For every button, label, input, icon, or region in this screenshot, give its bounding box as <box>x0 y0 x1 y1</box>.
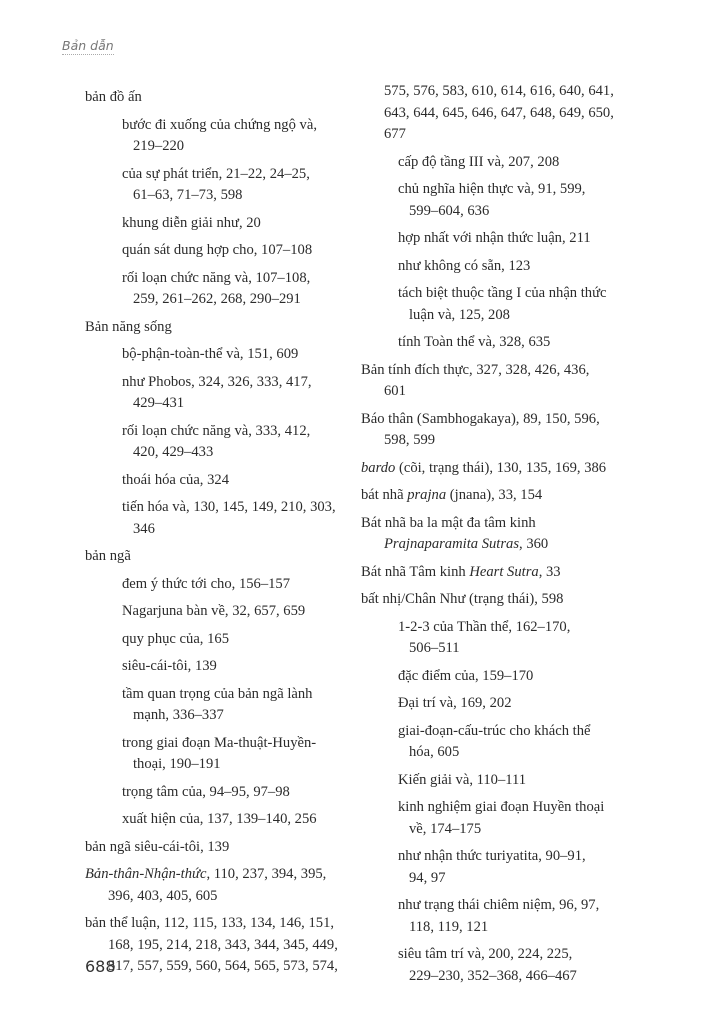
entry-text: tầm quan trọng của bản ngã lành <box>122 685 313 702</box>
index-subentry <box>361 944 651 987</box>
entry-text: 429–431 <box>133 395 185 411</box>
entry-text: 229–230, 352–368, 466–467 <box>409 967 577 984</box>
index-subentry <box>85 809 355 831</box>
entry-line <box>398 846 651 868</box>
entry-line <box>85 864 355 886</box>
entry-line <box>398 638 651 660</box>
entry-line <box>122 470 355 492</box>
entry-line <box>398 201 651 223</box>
index-column-right <box>361 81 651 993</box>
entry-text: đem ý thức tới cho, 156–157 <box>122 575 291 592</box>
entry-text-italic: bardo <box>361 459 396 476</box>
entry-line <box>398 917 651 939</box>
entry-line <box>361 409 651 431</box>
entry-line <box>122 684 355 706</box>
entry-line <box>361 485 651 507</box>
entry-line <box>398 305 651 327</box>
entry-line <box>85 837 355 859</box>
entry-line <box>122 782 355 804</box>
entry-line <box>398 179 651 201</box>
index-entry <box>85 317 355 339</box>
entry-text: hợp nhất với nhận thức luận, 211 <box>398 230 591 246</box>
entry-line <box>361 458 651 480</box>
index-subentry <box>361 895 651 938</box>
entry-text: chủ nghĩa hiện thực và, 91, 599, <box>398 181 586 197</box>
entry-line <box>122 185 355 207</box>
entry-text: mạnh, 336–337 <box>133 707 224 723</box>
entry-text: như Phobos, 324, 326, 333, 417, <box>122 373 312 390</box>
entry-text: 396, 403, 405, 605 <box>108 887 218 904</box>
entry-line <box>122 629 355 651</box>
entry-line <box>398 228 651 250</box>
entry-text: , 360 <box>519 536 549 552</box>
index-subentry <box>85 421 355 464</box>
index-entry <box>361 513 651 556</box>
entry-text: thoái hóa của, 324 <box>122 471 229 488</box>
entry-text-italic: Prajnaparamita Sutras <box>384 536 520 552</box>
index-subentry <box>85 782 355 804</box>
entry-line <box>122 240 355 262</box>
entry-text: Bản tính đích thực, 327, 328, 426, 436, <box>361 361 590 378</box>
entry-line <box>85 87 355 109</box>
index-entry <box>85 837 355 859</box>
entry-text: bản đồ ấn <box>85 89 142 105</box>
entry-line <box>398 770 651 792</box>
entry-text: 346 <box>133 520 155 537</box>
entry-line <box>122 421 355 443</box>
entry-text: về, 174–175 <box>409 820 482 837</box>
entry-line <box>361 81 651 103</box>
entry-text: quy phục của, 165 <box>122 630 229 647</box>
index-subentry <box>361 256 651 278</box>
entry-line <box>398 944 651 966</box>
entry-text: 575, 576, 583, 610, 614, 616, 640, 641, <box>384 83 614 99</box>
entry-text: 259, 261–262, 268, 290–291 <box>133 291 301 307</box>
index-subentry <box>85 601 355 623</box>
index-entry <box>361 562 651 584</box>
entry-line <box>398 666 651 688</box>
entry-line <box>85 886 355 908</box>
entry-line <box>122 344 355 366</box>
index-subentry <box>361 846 651 889</box>
index-subentry <box>361 332 651 354</box>
entry-line <box>122 136 355 158</box>
entry-line <box>122 601 355 623</box>
entry-line <box>361 124 651 146</box>
entry-text: kinh nghiệm giai đoạn Huyền thoại <box>398 799 605 815</box>
entry-text: như trạng thái chiêm niệm, 96, 97, <box>398 897 600 913</box>
entry-text: 601 <box>384 383 406 399</box>
entry-text: khung diễn giải như, 20 <box>122 214 261 231</box>
index-subentry <box>85 574 355 596</box>
entry-line <box>85 913 355 935</box>
entry-text: 1-2-3 của Thần thể, 162–170, <box>398 618 571 635</box>
entry-text: Đại trí và, 169, 202 <box>398 695 512 711</box>
entry-text: giai-đoạn-cấu-trúc cho khách thể <box>398 722 591 739</box>
entry-line <box>122 574 355 596</box>
entry-line <box>122 164 355 186</box>
entry-line <box>122 705 355 727</box>
entry-text: bản thể luận, 112, 115, 133, 134, 146, 151, <box>85 915 335 931</box>
index-subentry <box>361 770 651 792</box>
entry-text: của sự phát triển, 21–22, 24–25, <box>122 165 310 182</box>
entry-text-italic: prajna <box>407 487 447 503</box>
running-head: Bản dẫn <box>62 38 114 53</box>
entry-line <box>398 283 651 305</box>
index-subentry <box>361 283 651 326</box>
entry-line <box>398 797 651 819</box>
entry-line <box>398 152 651 174</box>
index-subentry <box>361 617 651 660</box>
index-subentry <box>85 684 355 727</box>
index-column-left <box>85 87 355 984</box>
entry-line <box>398 721 651 743</box>
index-subentry <box>361 721 651 764</box>
entry-line <box>122 372 355 394</box>
entry-line <box>122 656 355 678</box>
index-entry <box>85 546 355 568</box>
index-subentry <box>361 228 651 250</box>
entry-text: siêu tâm trí và, 200, 224, 225, <box>398 946 573 962</box>
entry-line <box>361 360 651 382</box>
entry-line <box>122 497 355 519</box>
entry-line <box>398 617 651 639</box>
entry-line <box>398 895 651 917</box>
entry-text: (jnana), 33, 154 <box>446 487 543 503</box>
entry-text: Bát nhã Tâm kinh <box>361 563 470 580</box>
entry-text: tính Toàn thể và, 328, 635 <box>398 334 551 350</box>
entry-line <box>122 268 355 290</box>
entry-text: Bản năng sống <box>85 318 172 335</box>
index-subentry <box>85 344 355 366</box>
entry-line <box>398 332 651 354</box>
index-entry <box>85 913 355 978</box>
index-subentry <box>85 372 355 415</box>
entry-text: bát nhã <box>361 487 408 503</box>
index-entry <box>85 87 355 109</box>
entry-text: 677 <box>384 126 406 142</box>
index-subentry <box>85 470 355 492</box>
entry-text: bộ-phận-toàn-thể và, 151, 609 <box>122 346 299 362</box>
entry-line <box>122 442 355 464</box>
entry-text: 643, 644, 645, 646, 647, 648, 649, 650, <box>384 104 614 121</box>
entry-text: , 33 <box>538 563 561 580</box>
entry-line <box>85 317 355 339</box>
entry-text: 219–220 <box>133 138 185 154</box>
entry-text: 420, 429–433 <box>133 444 214 460</box>
entry-text: rối loạn chức năng và, 333, 412, <box>122 422 311 439</box>
index-entry <box>361 360 651 403</box>
entry-text-italic: Bản-thân-Nhận-thức <box>85 866 207 882</box>
index-entry <box>85 864 355 907</box>
entry-text: trọng tâm của, 94–95, 97–98 <box>122 783 290 800</box>
entry-text: tiến hóa và, 130, 145, 149, 210, 303, <box>122 499 336 515</box>
index-subentry <box>361 179 651 222</box>
entry-line <box>398 693 651 715</box>
entry-line <box>122 213 355 235</box>
entry-text: 506–511 <box>409 640 460 656</box>
index-entry <box>361 589 651 611</box>
index-entry <box>361 458 651 480</box>
index-subentry <box>361 797 651 840</box>
entry-text: Báo thân (Sambhogakaya), 89, 150, 596, <box>361 410 600 427</box>
index-subentry <box>85 115 355 158</box>
entry-text: quán sát dung hợp cho, 107–108 <box>122 242 313 258</box>
entry-text: luận và, 125, 208 <box>409 306 510 323</box>
entry-line <box>361 534 651 556</box>
entry-text: 599–604, 636 <box>409 202 490 219</box>
entry-text: 598, 599 <box>384 432 436 448</box>
index-subentry <box>85 213 355 235</box>
entry-line <box>398 868 651 890</box>
entry-line <box>398 966 651 988</box>
entry-text: 61–63, 71–73, 598 <box>133 187 243 203</box>
entry-text: bước đi xuống của chứng ngộ và, <box>122 116 317 133</box>
entry-text: trong giai đoạn Ma-thuật-Huyền- <box>122 734 317 751</box>
index-entry <box>361 409 651 452</box>
index-subentry <box>85 656 355 678</box>
entry-text: đặc điểm của, 159–170 <box>398 667 534 684</box>
entry-text: hóa, 605 <box>409 744 460 760</box>
index-subentry <box>361 666 651 688</box>
index-subentry <box>361 693 651 715</box>
entry-line <box>398 256 651 278</box>
entry-line <box>122 289 355 311</box>
entry-line <box>361 430 651 452</box>
entry-line <box>85 546 355 568</box>
entry-line <box>361 381 651 403</box>
entry-line <box>361 589 651 611</box>
entry-text: 517, 557, 559, 560, 564, 565, 573, 574, <box>108 958 338 974</box>
entry-line <box>122 115 355 137</box>
entry-line <box>361 103 651 125</box>
entry-line <box>361 562 651 584</box>
entry-line <box>85 956 355 978</box>
entry-text: Kiến giải và, 110–111 <box>398 771 527 788</box>
entry-line <box>398 819 651 841</box>
index-entry <box>361 485 651 507</box>
entry-text: Nagarjuna bàn về, 32, 657, 659 <box>122 603 306 619</box>
entry-line <box>122 393 355 415</box>
entry-text: 94, 97 <box>409 869 446 886</box>
entry-line <box>122 519 355 541</box>
index-entry <box>361 81 651 146</box>
index-subentry <box>85 164 355 207</box>
index-subentry <box>85 497 355 540</box>
entry-text: tách biệt thuộc tầng I của nhận thức <box>398 285 607 301</box>
entry-text: 168, 195, 214, 218, 343, 344, 345, 449, <box>108 936 338 953</box>
index-subentry <box>85 240 355 262</box>
index-subentry <box>85 629 355 651</box>
entry-text: cấp độ tầng III và, 207, 208 <box>398 153 560 170</box>
entry-line <box>85 935 355 957</box>
entry-text: bản ngã <box>85 548 131 564</box>
entry-line <box>361 513 651 535</box>
entry-line <box>398 742 651 764</box>
entry-text: bất nhị/Chân Như (trạng thái), 598 <box>361 591 564 607</box>
entry-text: như nhận thức turiyatita, 90–91, <box>398 848 586 864</box>
entry-text: như không có sẵn, 123 <box>398 257 531 274</box>
entry-text: , 110, 237, 394, 395, <box>206 866 327 882</box>
entry-text: bản ngã siêu-cái-tôi, 139 <box>85 838 230 855</box>
entry-line <box>122 754 355 776</box>
entry-text: siêu-cái-tôi, 139 <box>122 658 217 674</box>
entry-text: thoại, 190–191 <box>133 756 221 772</box>
index-subentry <box>85 268 355 311</box>
entry-text: xuất hiện của, 137, 139–140, 256 <box>122 811 317 827</box>
index-subentry <box>85 733 355 776</box>
entry-text: Bát nhã ba la mật đa tâm kinh <box>361 514 536 531</box>
page-number: 688 <box>85 957 116 976</box>
index-subentry <box>361 152 651 174</box>
entry-text: (cõi, trạng thái), 130, 135, 169, 386 <box>395 459 607 476</box>
entry-line <box>122 809 355 831</box>
entry-text: rối loạn chức năng và, 107–108, <box>122 269 311 286</box>
entry-text: 118, 119, 121 <box>409 918 489 935</box>
entry-text-italic: Heart Sutra <box>469 563 539 580</box>
entry-line <box>122 733 355 755</box>
